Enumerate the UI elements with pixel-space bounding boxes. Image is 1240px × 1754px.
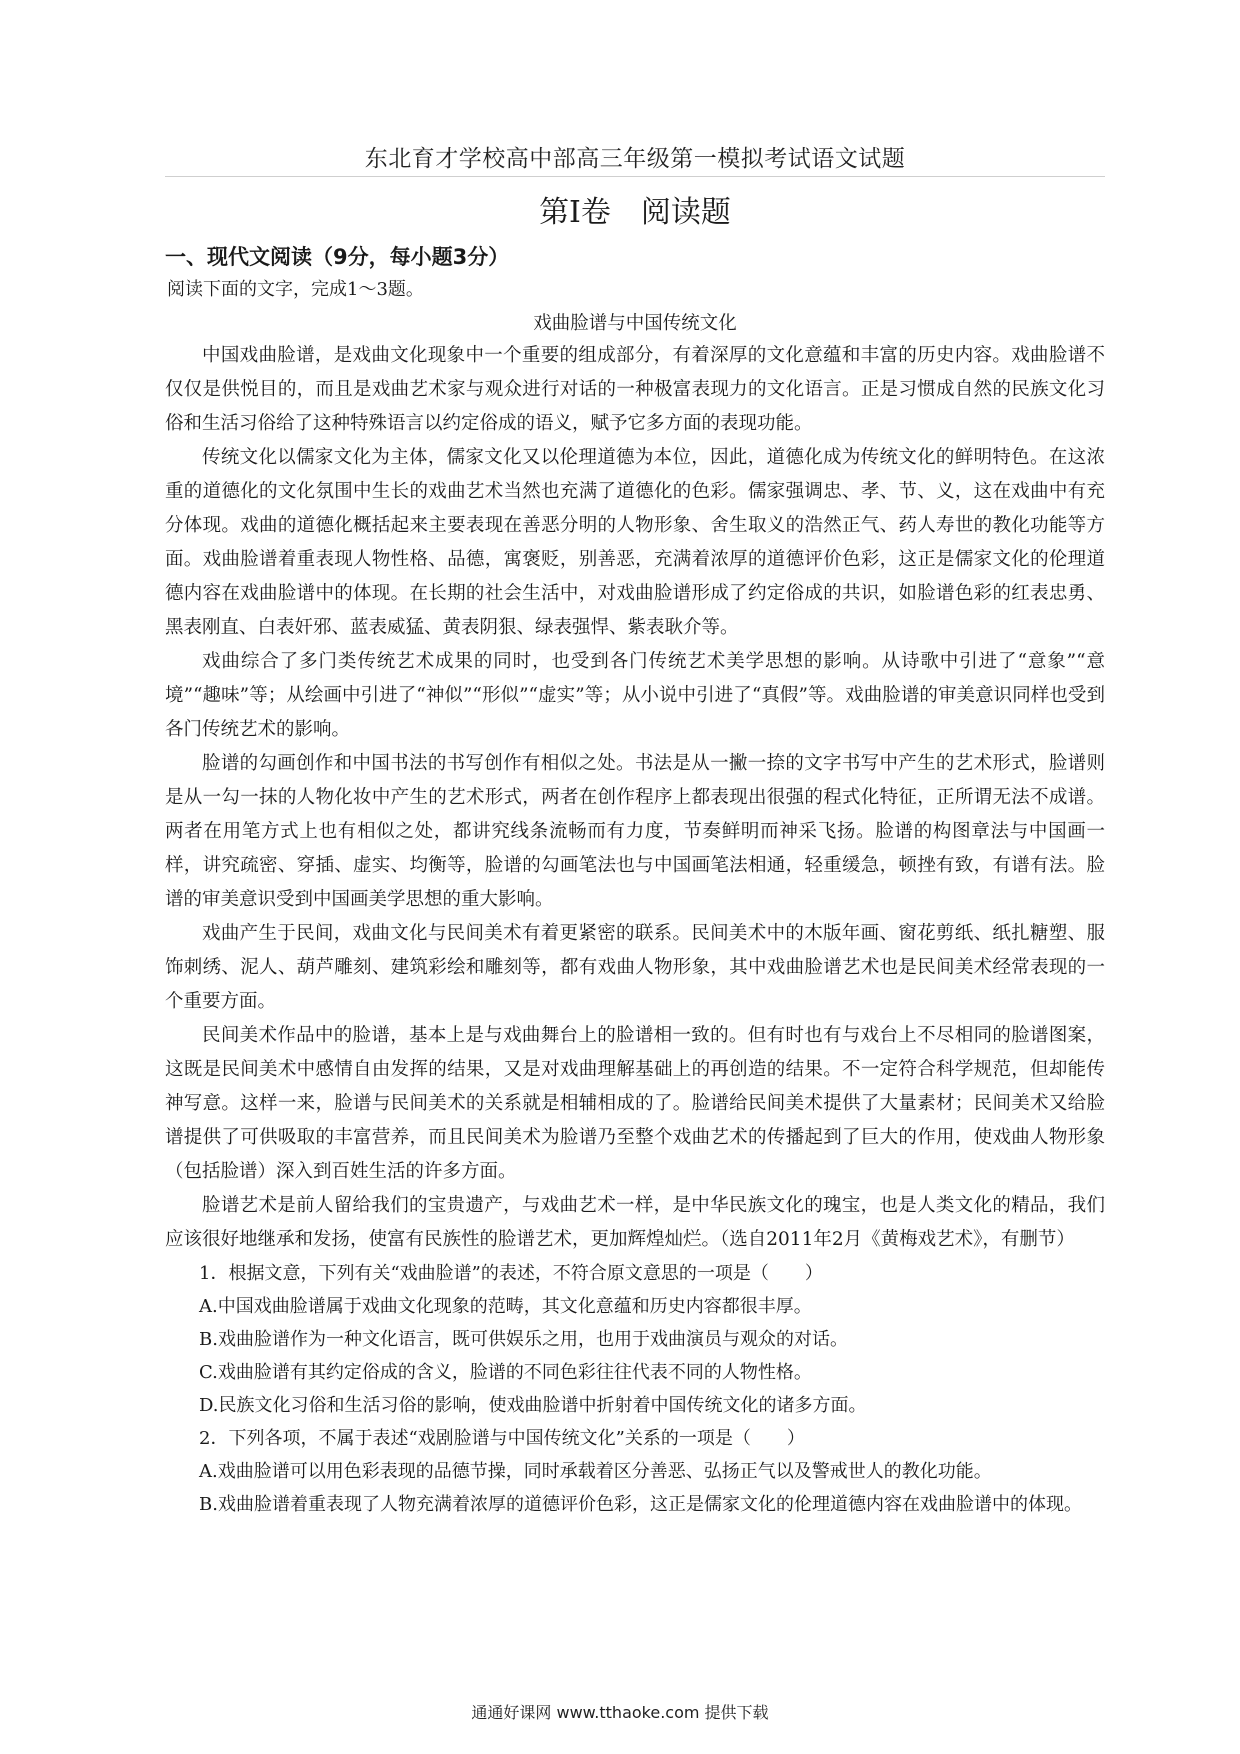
article-paragraph: 戏曲综合了多门类传统艺术成果的同时，也受到各门传统艺术美学思想的影响。从诗歌中引进了“意象”“意境”“趣味”等；从绘画中引进了“神似”“形似”“虚实”等；从小说中引进了“真假”等。戏曲脸谱的审美意识同样也受到各门传统艺术的影响。: [165, 651, 1105, 740]
section-heading: 一、现代文阅读（9分，每小题3分）: [165, 245, 510, 269]
article-body: [165, 339, 1105, 1257]
article-title: 戏曲脸谱与中国传统文化: [533, 313, 737, 334]
article-paragraph: 中国戏曲脸谱，是戏曲文化现象中一个重要的组成部分，有着深厚的文化意蕴和丰富的历史内容。戏曲脸谱不仅仅是供悦目的，而且是戏曲艺术家与观众进行对话的一种极富表现力的文化语言。正是习惯成自然的民族文化习俗和生活习俗给了这种特殊语言以约定俗成的语义，赋予它多方面的表现功能。: [165, 345, 1105, 434]
article-paragraph: 传统文化以儒家文化为主体，儒家文化又以伦理道德为本位，因此，道德化成为传统文化的鲜明特色。在这浓重的道德化的文化氛围中生长的戏曲艺术当然也充满了道德化的色彩。儒家强调忠、孝、节、义，这在戏曲中有充分体现。戏曲的道德化概括起来主要表现在善恶分明的人物形象、舍生取义的浩然正气、药人寿世的教化功能等方面。戏曲脸谱着重表现人物性格、品德，寓褒贬，别善恶，充满着浓厚的道德评价色彩，这正是儒家文化的伦理道德内容在戏曲脸谱中的体现。在长期的社会生活中，对戏曲脸谱形成了约定俗成的共识，如脸谱色彩的红表忠勇、黑表刚直、白表奸邪、蓝表威猛、黄表阴狠、绿表强悍、紫表耿介等。: [165, 447, 1105, 638]
question-option: B.戏曲脸谱着重表现了人物充满着浓厚的道德评价色彩，这正是儒家文化的伦理道德内容在戏曲脸谱中的体现。: [199, 1494, 1082, 1515]
article-paragraph: 脸谱的勾画创作和中国书法的书写创作有相似之处。书法是从一撇一捺的文字书写中产生的艺术形式，脸谱则是从一勾一抹的人物化妆中产生的艺术形式，两者在创作程序上都表现出很强的程式化特征，正所谓无法不成谱。两者在用笔方式上也有相似之处，都讲究线条流畅而有力度，节奏鲜明而神采飞扬。脸谱的构图章法与中国画一样，讲究疏密、穿插、虚实、均衡等，脸谱的勾画笔法也与中国画笔法相通，轻重缓急，顿挫有致，有谱有法。脸谱的审美意识受到中国画美学思想的重大影响。: [165, 753, 1105, 910]
question-option: B.戏曲脸谱作为一种文化语言，既可供娱乐之用，也用于戏曲演员与观众的对话。: [199, 1329, 848, 1350]
exam-title: 东北育才学校高中部高三年级第一模拟考试语文试题: [165, 140, 1105, 177]
volume-title: 第Ⅰ卷 阅读题: [539, 195, 731, 230]
question-2: [165, 1422, 1105, 1521]
question-option: A.中国戏曲脸谱属于戏曲文化现象的范畴，其文化意蕴和历史内容都很丰厚。: [199, 1296, 812, 1317]
question-stem: 2．下列各项，不属于表述“戏剧脸谱与中国传统文化”关系的一项是（ ）: [199, 1428, 805, 1449]
question-option: C.戏曲脸谱有其约定俗成的含义，脸谱的不同色彩往往代表不同的人物性格。: [199, 1362, 812, 1383]
question-1: [165, 1257, 1105, 1422]
section-instruction: 阅读下面的文字，完成1～3题。: [167, 279, 424, 300]
exam-page: [165, 140, 1105, 1521]
article-paragraph: 民间美术作品中的脸谱，基本上是与戏曲舞台上的脸谱相一致的。但有时也有与戏台上不尽相同的脸谱图案，这既是民间美术中感情自由发挥的结果，又是对戏曲理解基础上的再创造的结果。不一定符合科学规范，但却能传神写意。这样一来，脸谱与民间美术的关系就是相辅相成的了。脸谱给民间美术提供了大量素材；民间美术又给脸谱提供了可供吸取的丰富营养，而且民间美术为脸谱乃至整个戏曲艺术的传播起到了巨大的作用，使戏曲人物形象（包括脸谱）深入到百姓生活的许多方面。: [165, 1025, 1105, 1182]
question-option: A.戏曲脸谱可以用色彩表现的品德节操，同时承载着区分善恶、弘扬正气以及警戒世人的教化功能。: [199, 1461, 992, 1482]
question-option: D.民族文化习俗和生活习俗的影响，使戏曲脸谱中折射着中国传统文化的诸多方面。: [199, 1395, 867, 1416]
article-paragraph: 戏曲产生于民间，戏曲文化与民间美术有着更紧密的联系。民间美术中的木版年画、窗花剪纸、纸扎糖塑、服饰刺绣、泥人、葫芦雕刻、建筑彩绘和雕刻等，都有戏曲人物形象，其中戏曲脸谱艺术也是民间美术经常表现的一个重要方面。: [165, 923, 1105, 1012]
page-footer: 通通好课网 www.tthaoke.com 提供下载: [471, 1703, 769, 1722]
article-paragraph: 脸谱艺术是前人留给我们的宝贵遗产，与戏曲艺术一样，是中华民族文化的瑰宝，也是人类文化的精品，我们应该很好地继承和发扬，使富有民族性的脸谱艺术，更加辉煌灿烂。（选自2011年2月《黄梅戏艺术》，有删节）: [165, 1195, 1105, 1250]
question-stem: 1．根据文意，下列有关“戏曲脸谱”的表述，不符合原文意思的一项是（ ）: [199, 1263, 823, 1284]
